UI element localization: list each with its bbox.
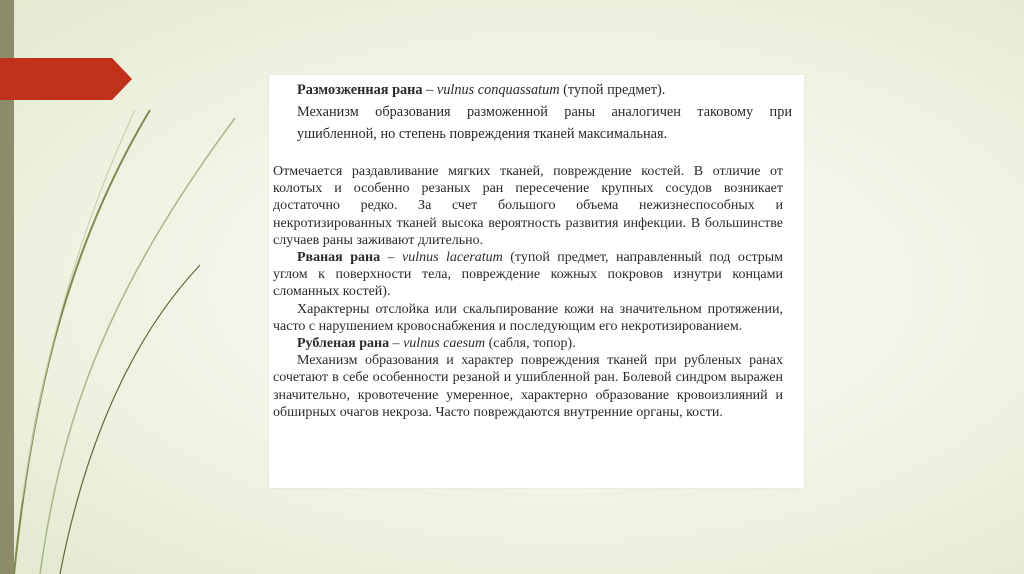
grass-line [40, 118, 235, 574]
term-crushed: Размозженная рана [297, 82, 423, 98]
heading-rest: (тупой предмет). [559, 82, 666, 98]
heading-rest: (сабля, топор). [485, 336, 576, 352]
term-chopped: Рубленая рана [297, 336, 390, 352]
dash: – [422, 82, 437, 98]
paragraph-4: Механизм образования и характер повреждения тканей при рубленых ранах сочетают в себе особенности резаной и ушибленной ран. Болевой синдром выражен значительно, кровотечение умеренное, характерно образование кровоизлияний и обширных очагов некроза. Часто повреждаются внутренние органы, кости. [273, 353, 783, 420]
dash: – [380, 250, 402, 266]
scanned-text-image [269, 75, 804, 488]
paragraph-1: Механизм образования разможенной раны аналогичен таковому при ушибленной, но степень повреждения тканей максимальная. [297, 104, 792, 142]
latin-lacerated: vulnus laceratum [402, 250, 503, 266]
grass-line [60, 265, 200, 574]
red-arrow-tab [0, 58, 132, 100]
paragraph-2: Отмечается раздавливание мягких тканей, повреждение костей. В отличие от колотых и особенно резаных ран пересечение крупных сосудов возникает достаточно редко. За счет большого объема нежизнеспособных и некротизированных тканей высока вероятность развития инфекции. В большинстве случаев раны заживают длительно. [273, 164, 783, 248]
latin-crushed: vulnus conquassatum [436, 82, 560, 98]
top-block [297, 79, 792, 145]
heading-chopped-wound [273, 335, 783, 352]
dash: – [389, 336, 404, 352]
latin-chopped: vulnus caesum [403, 336, 486, 352]
heading-lacerated-wound [273, 249, 783, 301]
paragraph-3: Характерны отслойка или скальпирование кожи на значительном протяжении, часто с нарушением кровоснабжения и последующим его некротизированием. [273, 301, 783, 334]
grass-line [14, 110, 150, 574]
main-text-block [273, 163, 783, 421]
heading-rest: (тупой предмет, направленный под острым углом к поверхности тела, повреждение кожных покровов изнутри концами сломанных костей). [273, 250, 784, 300]
term-lacerated: Рваная рана [297, 250, 381, 266]
heading-crushed-wound [297, 79, 792, 101]
